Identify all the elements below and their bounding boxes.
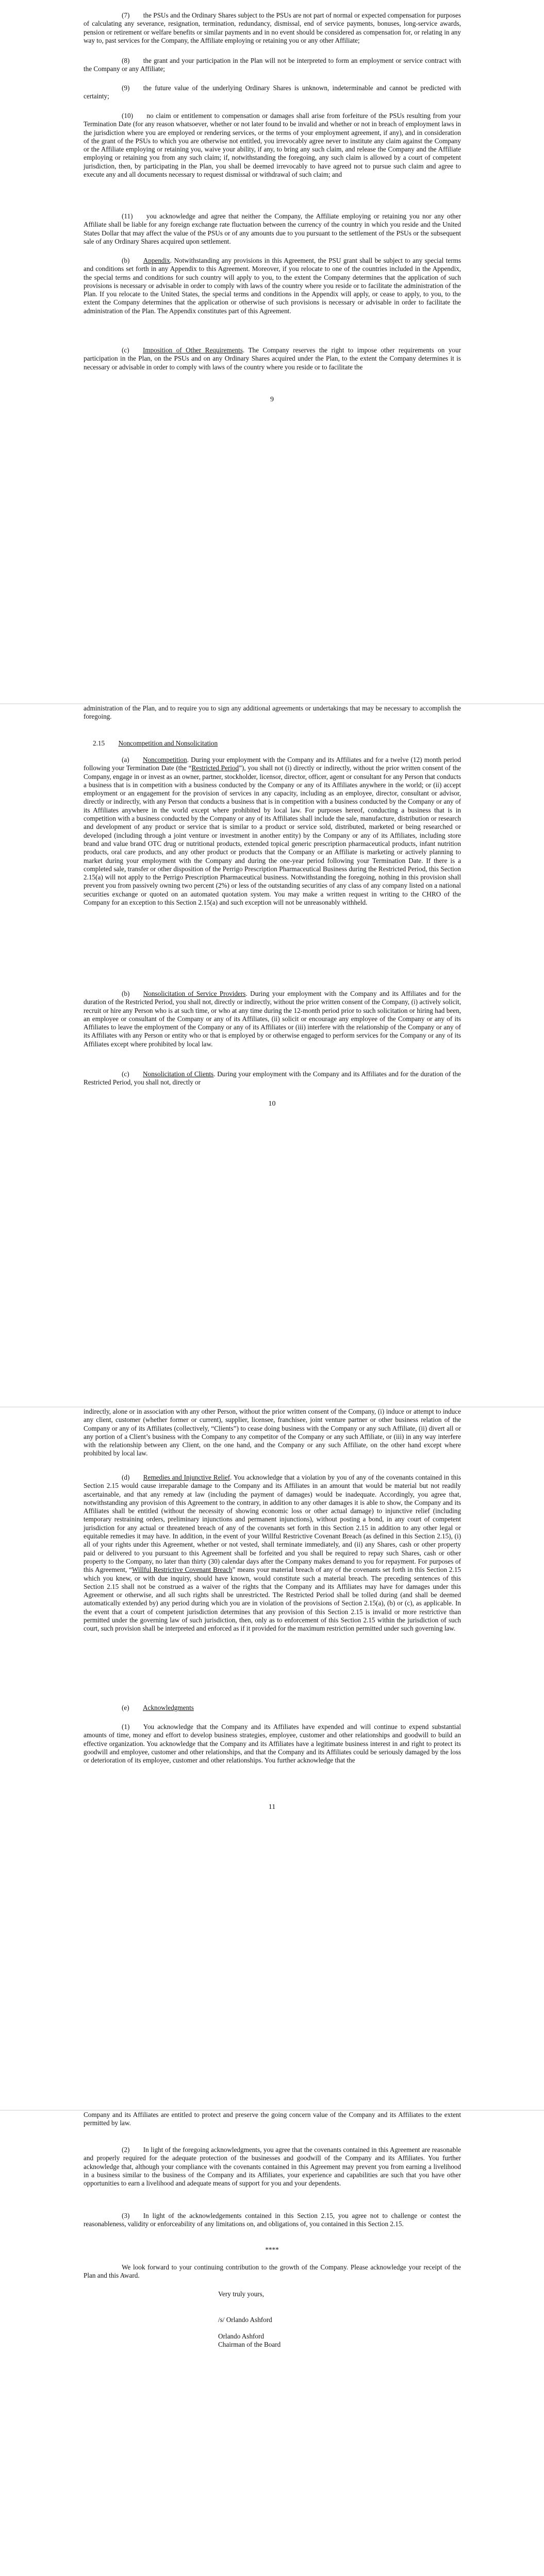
a-text-1: . During your employment with the Company and its Affiliates and for a twelve (12) month period following your Termination Date (the “ [84, 756, 461, 772]
c-title: Imposition of Other Requirements [143, 346, 243, 354]
section-number: 2.15 [93, 739, 105, 747]
paragraph-a-noncompetition [84, 756, 461, 907]
b-title: Nonsolicitation of Service Providers [143, 990, 246, 997]
paragraph-continuation: indirectly, alone or in association with any other Person, without the prior written consent of the Company, (i) induce or attempt to induce any client, customer (whether former or current), supplier, licensee, franchisee, joint venture partner or other business relation of the Company or any of its Affiliates (collectively, “Clients”) to cease doing business with the Company or any such Affiliate, (ii) divert all or any portion of a Client’s business with the Company to any competitor of the Company or any such Affiliate, or (iii) in any way interfere with the relationship between any Client, on the one hand, and the Company or any such Affiliate, on the other hand except where prohibited by local law. [84, 1408, 461, 1458]
paragraph-e1: (1) You acknowledge that the Company and its Affiliates have expended and will continue to expend substantial amounts of time, money and effort to develop business strategies, employee, customer and other relationships and goodwill to build an effective organization. You acknowledge that the Company and its Affiliates have a legitimate business interest in and right to protect its goodwill and employee, customer and other relationships, and that the Company and its Affiliates could be seriously damaged by the loss or deterioration of its employee, customer and other relationships. You further acknowledge that the [84, 1723, 461, 1765]
b-title: Appendix [143, 257, 170, 264]
paragraph-a10: (10) no claim or entitlement to compensation or damages shall arise from forfeiture of the PSUs resulting from your Termination Date (for any reason whatsoever, whether or not later found to be invalid and whether or not in breach of employment laws in the jurisdiction where you are employed or rendering services, or the terms of your employment agreement, if any), and in consideration of the grant of the PSUs to which you are otherwise not entitled, you irrevocably agree never to institute any claim against the Company or the Affiliate employing or retaining you, waive your ability, if any, to bring any such claim, and release the Company and the Affiliate employing or retaining you from any such claim; if, notwithstanding the foregoing, any such claim is allowed by a court of competent jurisdiction, then, by participating in the Plan, you shall be deemed irrevocably to have agreed not to pursue such claim and agree to execute any and all documents necessary to request dismissal or withdrawal of such claim; and [84, 112, 461, 179]
b-text: . During your employment with the Company and its Affiliates and for the duration of the Restricted Period, you shall not, directly or indirectly, without the prior written consent of the Company, (i) actively solicit, recruit or hire any Person who is at such time, or who at any time during the 12-month period prior to such solicitation or hiring had been, an employee or consultant of the Company or any of its Affiliates, (ii) solicit or encourage any employee of the Company or any of its Affiliates to leave the employment of the Company or any of its Affiliates or (iii) interfere with the relationship of the Company or any of its Affiliates with any Person or entity who or that is employed by or otherwise engaged to perform services for the Company or any of its Affiliates except where prohibited by local law. [84, 990, 461, 1048]
signatory-title: Chairman of the Board [218, 2341, 281, 2348]
paragraph-d-remedies [84, 1473, 461, 1633]
signatory-name: Orlando Ashford [218, 2332, 265, 2340]
closing-paragraph: We look forward to your continuing contribution to the growth of the Company. Please acknowledge your receipt of the Plan and this Award. [84, 2263, 461, 2280]
d-text-2: ” means your material breach of any of the covenants set forth in this Section 2.15 which you knew, or with due inquiry, should have known, would constitute such a material breach. The preceding sentences of this Section 2.15 shall not be construed as a waiver of the rights that the Company and its Affiliates may have for damages under this Agreement or otherwise, and all such rights shall be unrestricted. The Restricted Period shall be tolled during (and shall be deemed automatically extended by) any period during which you are in violation of the provisions of Section 2.15(a), (b) or (c), as applicable. In the event that a court of competent jurisdiction determines that any provision of this Section 2.15 is invalid or more restrictive than permitted under the governing law of such jurisdiction, then, only as to enforcement of this Section 2.15 within the jurisdiction of such court, such provision shall be interpreted and enforced as if it provided for the maximum restriction permitted under such governing law. [84, 1566, 461, 1633]
page-number: 10 [268, 1100, 276, 1108]
paragraph-continuation: administration of the Plan, and to require you to sign any additional agreements or undertakings that may be necessary to accomplish the foregoing. [84, 704, 461, 721]
d-text-1: . You acknowledge that a violation by you of any of the covenants contained in this Section 2.15 would cause irreparable damage to the Company and its Affiliates in an amount that would be material but not readily ascertainable, and that any remedy at law (including the payment of damages) would be inadequate. Accordingly, you agree that, notwithstanding any provision of this Agreement to the contrary, in addition to any other damages it is able to show, the Company and its Affiliates shall be entitled (without the necessity of showing economic loss or other actual damage) to injunctive relief (including temporary restraining orders, preliminary injunctions and permanent injunctions), without posting a bond, in any court of competent jurisdiction for any actual or threatened breach of any of the covenants set forth in this Section 2.15 in addition to any other legal or equitable remedies it may have. In addition, in the event of your Willful Restrictive Covenant Breach (as defined in this Section 2.15), (i) all of your rights under this Agreement, whether or not vested, shall terminate immediately, and (ii) any Shares, cash or other property paid or delivered to you pursuant to this Agreement shall be forfeited and you shall be required to repay such Shares, cash or other property to the Company, no later than thirty (30) calendar days after the Company makes demand to you for repayment. For purposes of this Agreement, “ [84, 1473, 461, 1574]
very-truly-yours: Very truly yours, [218, 2290, 265, 2298]
d-defined-term: Willful Restrictive Covenant Breach [131, 1566, 233, 1574]
page-number: 11 [268, 1803, 276, 1811]
paragraph-e3: (3) In light of the acknowledgements contained in this Section 2.15, you agree not to challenge or contest the reasonableness, validity or enforceability of any limitations on, and obligations of, you contained in this Section 2.15. [84, 2212, 461, 2228]
d-label: (d) [122, 1473, 130, 1481]
heading-e-acknowledgments [84, 1704, 461, 1712]
a-title: Noncompetition [143, 756, 187, 764]
section-stars: **** [265, 2246, 279, 2253]
a-defined-term: Restricted Period [191, 764, 239, 772]
paragraph-c-nonsolicitation-clients [84, 1070, 461, 1087]
page-9 [0, 0, 544, 703]
section-heading [93, 739, 218, 748]
page-10 [0, 704, 544, 1406]
d-title: Remedies and Injunctive Relief [143, 1473, 230, 1481]
paragraph-a7: (7) the PSUs and the Ordinary Shares subject to the PSUs are not part of normal or expected compensation for purposes of calculating any severance, resignation, termination, redundancy, dismissal, end of service payments, bonuses, long-service awards, pension or retirement or welfare benefits or similar payments and in no event should be considered as compensation for, or relating in any way to, past services for the Company, the Affiliate employing or retaining you or any other Affiliate; [84, 11, 461, 44]
page-number: 9 [270, 396, 274, 403]
b-label: (b) [122, 990, 130, 997]
paragraph-a8: (8) the grant and your participation in the Plan will not be interpreted to form an employment or service contract with the Company or any Affiliate; [84, 57, 461, 73]
paragraph-continuation: Company and its Affiliates are entitled to protect and preserve the going concern value of the Company and its Affiliates to the extent permitted by law. [84, 2111, 461, 2127]
c-label: (c) [122, 346, 129, 354]
b-label: (b) [122, 257, 130, 264]
page-12 [0, 2111, 544, 2576]
paragraph-b-appendix [84, 257, 461, 315]
paragraph-a11: (11) you acknowledge and agree that neither the Company, the Affiliate employing or retaining you nor any other Affiliate shall be liable for any foreign exchange rate fluctuation between the currency of the country in which you reside and the United States Dollar that may affect the value of the PSUs or of any amounts due to you pursuant to the settlement of the PSUs or the subsequent sale of any Ordinary Shares acquired upon settlement. [84, 212, 461, 245]
paragraph-b-nonsolicitation-service [84, 990, 461, 1048]
paragraph-c-other-requirements [84, 346, 461, 371]
a-text-2: ”), you shall not (i) directly or indirectly, without the prior written consent of the Company, engage in or invest as an owner, partner, stockholder, licensor, director, officer, agent or consultant for any Person that conducts a business that is in competition with a business conducted by the Company or any of its Affiliates anywhere in the world; or (ii) accept employment or an engagement for the provision of services in any capacity, including as an employee, director, consultant or advisor, directly or indirectly, with any Person that conducts a business that is in competition with a business conducted by the Company or any of its Affiliates anywhere in the world except where prohibited by local law. For purposes hereof, conducting a business that is in competition with a business conducted by the Company or any of its Affiliates shall include the sale, manufacture, distribution or research and development of any product or service that is similar to a product or service sold, distributed, marketed or being researched or developed (including through a joint venture or investment in another entity) by the Company or any of its Affiliates, including store brand and value brand OTC drug or nutritional products, extended topical generic prescription pharmaceutical products, infant nutrition products, oral care products, and any other product or products that the Company or an Affiliate is marketing or actively planning to market during your employment with the Company and during the one-year period following your Termination Date. If there is a completed sale, transfer or other disposition of the Perrigo Prescription Pharmaceutical Business during the Restricted Period, this Section 2.15(a) will not apply to the Perrigo Prescription Pharmaceutical business. Notwithstanding the foregoing, nothing in this provision shall prevent you from passively owning two percent (2%) or less of the outstanding securities of any class of any company listed on a national securities exchange or quoted on an automated quotation system. You may make a written request in writing to the CHRO of the Company for an exception to this Section 2.15(a) and such exception will not be unreasonably withheld. [84, 764, 461, 907]
c-label: (c) [122, 1070, 129, 1078]
paragraph-a9: (9) the future value of the underlying Ordinary Shares is unknown, indeterminable and cannot be predicted with certainty; [84, 84, 461, 100]
e-label: (e) [122, 1704, 129, 1711]
paragraph-e2: (2) In light of the foregoing acknowledgments, you agree that the covenants contained in this Agreement are reasonable and properly required for the adequate protection of the businesses and goodwill of the Company and its Affiliates. You further acknowledge that, although your compliance with the covenants contained in this Agreement may prevent you from earning a livelihood in a business similar to the business of the Company and its Affiliates, your experience and capabilities are such that you have other opportunities to earn a livelihood and adequate means of support for you and your dependents. [84, 2146, 461, 2188]
b-text: . Notwithstanding any provisions in this Agreement, the PSU grant shall be subject to any special terms and conditions set forth in any Appendix to this Agreement. Moreover, if you relocate to one of the countries included in the Appendix, the special terms and conditions for such country will apply to you, to the extent the Company determines that the application of such provisions is necessary or advisable in order to comply with laws of the country where you reside or to facilitate the administration of the Plan. If you relocate to the United States, the special terms and conditions in the Appendix will apply, or cease to apply, to you, to the extent the Company determines that the application or otherwise of such provisions is necessary or advisable in order to facilitate the administration of the Plan. The Appendix constitutes part of this Agreement. [84, 257, 461, 315]
a-label: (a) [122, 756, 129, 764]
c-title: Nonsolicitation of Clients [143, 1070, 214, 1078]
c-text: . During your employment with the Company and its Affiliates and for the duration of the Restricted Period, you shall not, directly or [84, 1070, 461, 1087]
page-11 [0, 1408, 544, 2110]
section-title: Noncompetition and Nonsolicitation [118, 739, 218, 747]
signature-slash: /s/ Orlando Ashford [218, 2316, 272, 2324]
c-text: . The Company reserves the right to impose other requirements on your participation in the Plan, on the PSUs and on any Ordinary Shares acquired under the Plan, to the extent the Company determines it is necessary or advisable in order to comply with laws of the country where you reside or to facilitate the [84, 346, 461, 371]
e-title: Acknowledgments [143, 1704, 194, 1711]
